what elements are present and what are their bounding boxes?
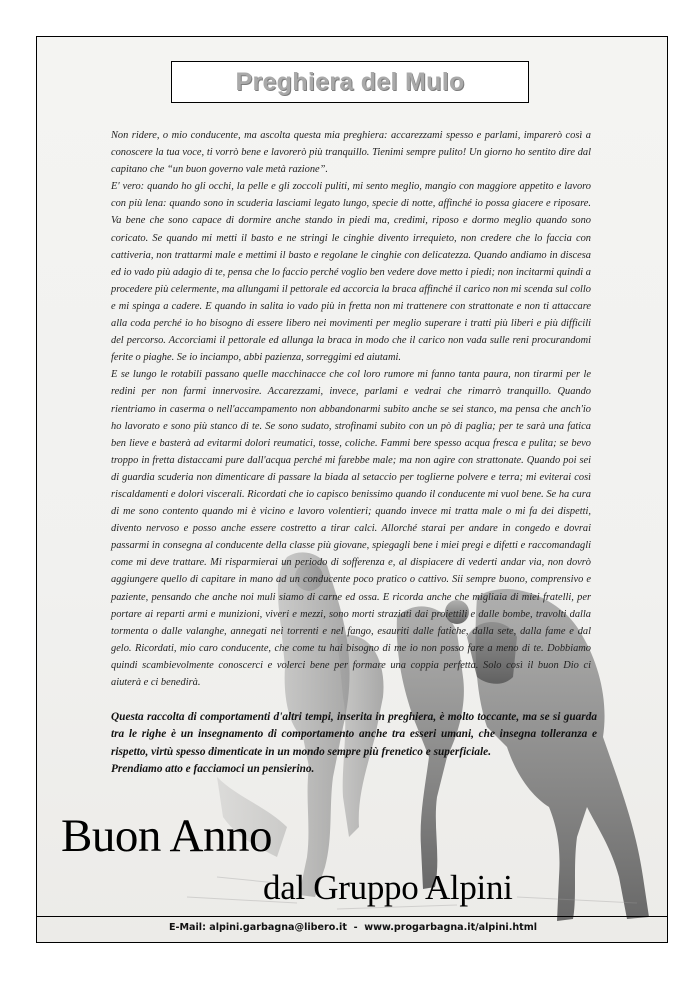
page-frame [36, 36, 668, 943]
prayer-paragraph: Non ridere, o mio conducente, ma ascolta questa mia preghiera: accarezzami spesso e parlami, imparerò così a conoscere la tua voce, ti vorrò bene e lavorerò più tranquillo. Tienimi sempre pulito! Un giorno ho sentito dire dal capitano che “un buon governo vale metà razione”. [111, 130, 591, 176]
commentary [111, 709, 597, 779]
footer-contacts [37, 922, 668, 933]
website-link[interactable]: www.progarbagna.it/alpini.html [364, 922, 538, 933]
prayer-paragraph: E se lungo le rotabili passano quelle macchinacce che col loro rumore mi fanno tanta paura, non tirarmi per le redini per non farmi innervosire. Accarezzami, invece, parlami e vedrai che rimarrò tranquillo. Quando rientriamo in caserma o nell'accampamento non abbandonarmi subito anche se sei stanco, ma pensa che anch'io ho lavorato e sono più stanco di te. Se sono sudato, strofinami subito con un pò di paglia; per te sarà una fatica ben lieve e basterà ad evitarmi dolori reumatici, tosse, coliche. Fammi bere spesso acqua fresca e pulita; se bevo troppo in fretta distaccami pure dall'acqua perché mi farebbe male; ma non agire con strattonate. Quando poi sei di guardia scuderia non dimenticare di passare la biada al setaccio per toglierne polvere e terra; mi eviterai così riscaldamenti e dolori viscerali. Ricordati che io capisco benissimo quando il conducente mi vuol bene. Se ha cura di me sono contento quando mi è vicino e lavoro volentieri; quando invece mi tratta male o mi fa dei dispetti, divento nervoso e posso anche essere costretto a tirar calci. Allorché starai per andare in congedo e dovrai passarmi in consegna al conducente della classe più giovane, spiegagli bene i miei pregi e difetti e raccomandagli come mi deve trattare. Mi risparmierai un periodo di sofferenza e, al dispiacere di vederti andar via, non dovrò aggiungere quello di capitare in mano ad un conducente poco pratico o cattivo. Sii sempre buono, comprensivo e paziente, pensando che anche noi muli siamo di carne ed ossa. E ricorda anche che migliaia di miei fratelli, per portare ai reparti armi e munizioni, viveri e mezzi, sono morti straziati dai proiettili e dalle bombe, travolti dalla tormenta o dalle valanghe, annegati nei torrenti e nel fango, esauriti dalle fatiche, dalla sete, dalla fame e dal gelo. Ricordati, mio caro conducente, che come tu hai bisogno di me io non posso fare a meno di te. Dobbiamo quindi scambievolmente conoscerci e volerci bene per formare una coppia perfetta. Solo così il buon Dio ci aiuterà e ci benedirà. [111, 369, 591, 688]
title-box [171, 61, 529, 103]
prayer-text [111, 127, 591, 691]
footer-separator: - [346, 922, 365, 933]
commentary-closing: Prendiamo atto e facciamoci un pensierino. [111, 763, 315, 776]
footer-divider [37, 916, 668, 917]
greeting-line-1: Buon Anno [61, 810, 272, 862]
greeting-line-2: dal Gruppo Alpini [263, 868, 513, 907]
prayer-paragraph: E' vero: quando ho gli occhi, la pelle e gli zoccoli puliti, mi sento meglio, mangio con maggiore appetito e lavoro con più lena: quando sono in scuderia lasciami legato lungo, specie di notte, affinché io possa giacere e riposare. Va bene che sono capace di dormire anche stando in piedi ma, credimi, riposo e dormo meglio quando sono coricato. Se quando mi metti il basto e ne stringi le cinghie divento irrequieto, non credere che lo faccia con cattiveria, non trattarmi male e mettimi il basto e regolane le cinghie con delicatezza. Quando andiamo in discesa ed io vado più adagio di te, pensa che lo faccio perché voglio ben vedere dove metto i piedi; non incitarmi quindi a procedere più celermente, ma allungami il pettorale ed accorcia la braca affinché il carico non mi scenda sul collo e mi spinga a cadere. E quando in salita io vado più in fretta non mi trattenere con strattonate e non ti attaccare alla coda perché io ho bisogno di essere libero nei movimenti per meglio superare i tratti più liberi e più difficili del percorso. Accorciami il pettorale ed allunga la braca in modo che il carico non vada sulle reni procurandomi ferite o piaghe. Se io inciampo, abbi pazienza, sorreggimi ed aiutami. [111, 181, 591, 364]
commentary-paragraph: Questa raccolta di comportamenti d'altri tempi, inserita in preghiera, è molto toccante, ma se si guarda tra le righe è un insegnamento di comportamento anche tra esseri umani, che insegna tolleranza e rispetto, virtù spesso dimenticate in un mondo sempre più frenetico e superficiale. [111, 711, 597, 758]
page-title: Preghiera del Mulo [235, 67, 465, 96]
email-link[interactable]: E-Mail: alpini.garbagna@libero.it [168, 922, 347, 933]
